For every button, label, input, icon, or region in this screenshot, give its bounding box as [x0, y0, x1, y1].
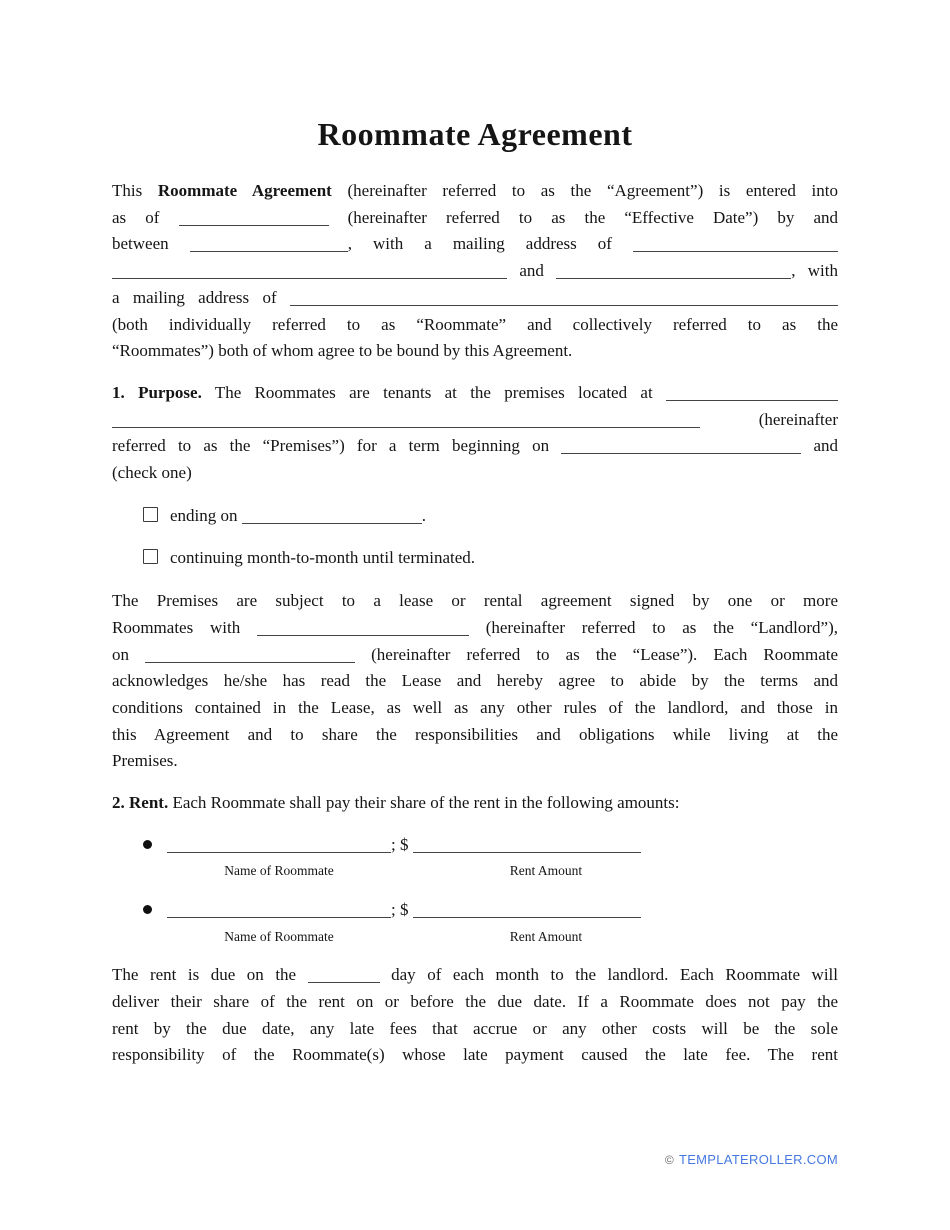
field-label: Rent Amount [509, 929, 583, 945]
rent-bullet-2 [112, 897, 838, 949]
document-line: 2. Rent. Each Roommate shall pay their share of the rent in the following amounts: [112, 793, 680, 813]
document-line: rent by the due date, any late fees that accrue or any other costs will be the sole [112, 1018, 838, 1038]
bullet-dot-icon [143, 905, 152, 914]
document-line: (check one) [112, 463, 192, 483]
fill-in-blank [112, 261, 507, 279]
checkbox-icon [143, 549, 158, 564]
checkbox-option-ending-on [112, 503, 838, 530]
fill-in-blank [167, 900, 391, 918]
document-line: continuing month-to-month until terminated. [143, 545, 838, 572]
document-body [112, 178, 838, 1069]
document-line: ending on . [143, 503, 838, 530]
bold-text: 1. Purpose. [112, 382, 202, 402]
fill-in-blank [633, 234, 838, 252]
field-label: Rent Amount [509, 863, 583, 879]
document-line: “Roommates”) both of whom agree to be bound by this Agreement. [112, 341, 573, 361]
templateroller-link[interactable]: TEMPLATEROLLER.COM [678, 1152, 838, 1167]
fill-in-blank [413, 900, 641, 918]
document-line: This Roommate Agreement (hereinafter referred to as the “Agreement”) is entered into [112, 181, 838, 200]
lease-paragraph [112, 588, 838, 775]
purpose-paragraph [112, 380, 838, 487]
document-line: 1. Purpose. The Roommates are tenants at the premises located at [112, 380, 838, 407]
document-line [143, 858, 838, 883]
document-line: acknowledges he/she has read the Lease and hereby agree to abide by the terms and [112, 671, 838, 691]
footer [665, 1152, 838, 1167]
intro-paragraph [112, 178, 838, 365]
fill-in-blank [145, 645, 355, 663]
fill-in-blank [242, 506, 422, 524]
field-label: Name of Roommate [224, 929, 334, 945]
document-line: The Premises are subject to a lease or rental agreement signed by one or more [112, 591, 838, 611]
fill-in-blank [190, 234, 348, 252]
rent-due-paragraph [112, 962, 838, 1069]
document-line: conditions contained in the Lease, as well as any other rules of the landlord, and those in [112, 697, 838, 717]
checkbox-option-month-to-month [112, 545, 838, 572]
rent-heading-paragraph [112, 790, 838, 817]
document-line: ; $ [143, 897, 838, 924]
document-line: between , with a mailing address of [112, 231, 838, 258]
rent-bullet-1 [112, 832, 838, 884]
fill-in-blank [290, 288, 838, 306]
document-line: Premises. [112, 751, 178, 771]
bold-text: 2. Rent. [112, 793, 169, 813]
document-line: (both individually referred to as “Roommate” and collectively referred to as the [112, 314, 838, 334]
field-label: Name of Roommate [224, 863, 334, 879]
document-line: deliver their share of the rent on or before the due date. If a Roommate does not pay the [112, 991, 838, 1011]
document-line [143, 924, 838, 949]
document-line: a mailing address of [112, 285, 838, 312]
fill-in-blank [666, 383, 838, 401]
fill-in-blank [179, 208, 329, 226]
document-line: responsibility of the Roommate(s) whose late payment caused the late fee. The rent [112, 1045, 838, 1065]
bold-text: Roommate Agreement [157, 181, 332, 200]
fill-in-blank [308, 965, 380, 983]
document-line: Roommates with (hereinafter referred to as the “Landlord”), [112, 617, 838, 637]
fill-in-blank [112, 410, 700, 428]
document-line: referred to as the “Premises”) for a term beginning on and [112, 436, 838, 456]
document-line: The rent is due on the day of each month to the landlord. Each Roommate will [112, 965, 838, 985]
bullet-dot-icon [143, 840, 152, 849]
fill-in-blank [257, 618, 469, 636]
document-line: on (hereinafter referred to as the “Lease”). Each Roommate [112, 644, 839, 664]
copyright-icon: © [664, 1153, 674, 1167]
document-line: ; $ [143, 832, 838, 859]
fill-in-blank [167, 835, 391, 853]
page-title: Roommate Agreement [317, 116, 633, 152]
document-line: this Agreement and to share the responsibilities and obligations while living at the [112, 724, 838, 744]
document-line: and , with [112, 258, 838, 285]
fill-in-blank [556, 261, 791, 279]
document-line: (hereinafter [112, 407, 838, 434]
fill-in-blank [561, 436, 801, 454]
fill-in-blank [413, 835, 641, 853]
document-line: as of (hereinafter referred to as the “Effective Date”) by and [112, 207, 839, 227]
checkbox-icon [143, 507, 158, 522]
